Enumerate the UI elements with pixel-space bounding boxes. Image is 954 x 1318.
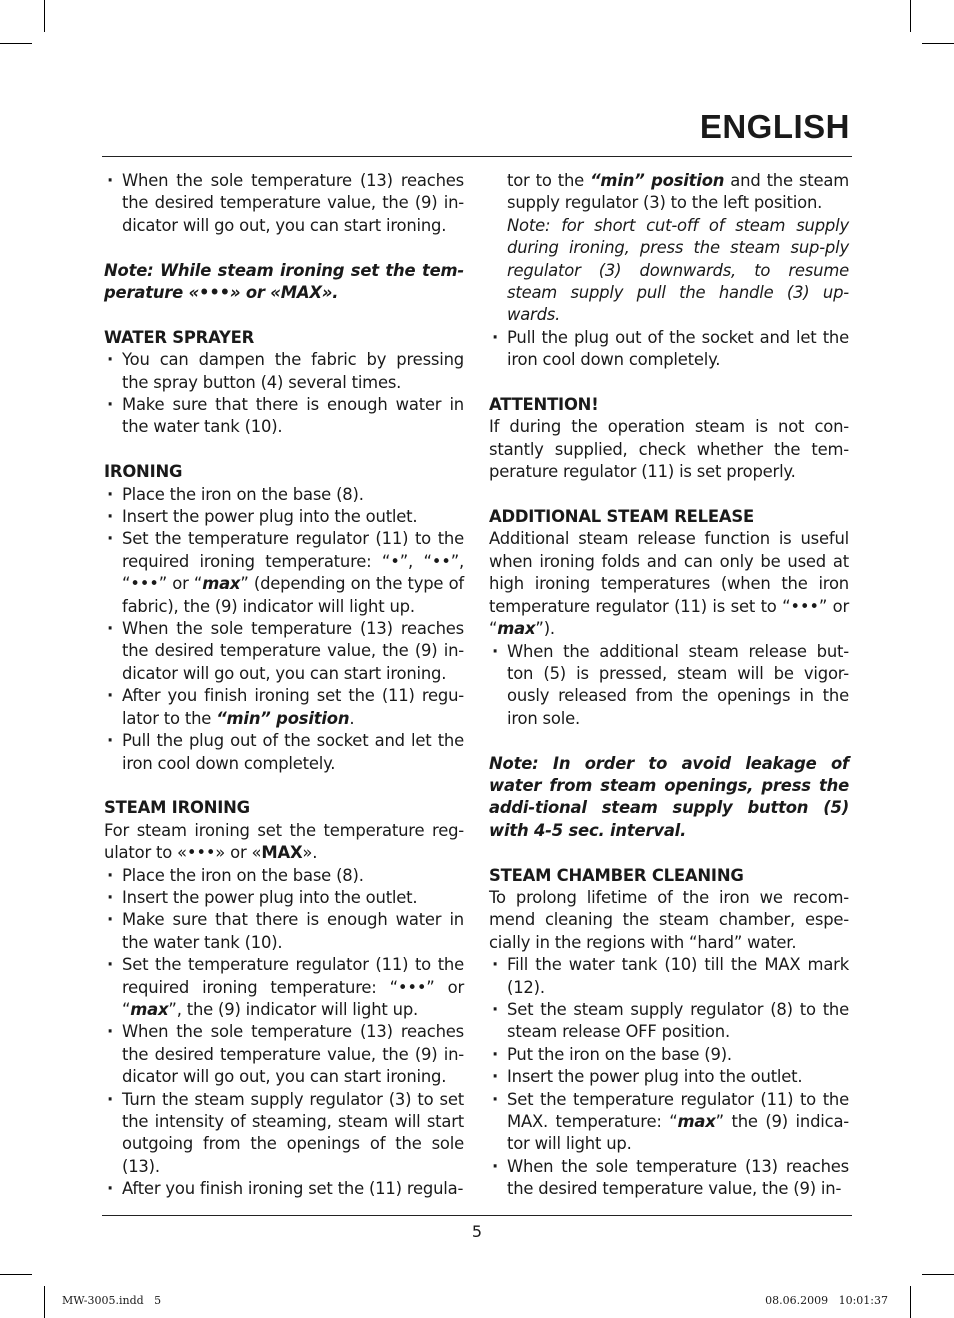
list-item: · Turn the steam supply regulator (3) to set the intensity of steaming, steam will start outgoing from the openings of the sole (13). xyxy=(104,1089,464,1179)
list-item: · When the sole temperature (13) reaches the desired temperature value, the (9) in-dicator will go out, you can start ironing. xyxy=(104,1021,464,1088)
section-heading-steam-ironing: STEAM IRONING xyxy=(104,798,250,818)
attention-text: If during the operation steam is not con-stantly supplied, check whether the tem-perature regulator (11) is set properly. xyxy=(489,417,849,482)
max-emphasis: max xyxy=(677,1112,716,1131)
page-number: 5 xyxy=(471,1222,483,1241)
bullet-list xyxy=(104,484,464,775)
list-item: · You can dampen the fabric by pressing the spray button (4) several times. xyxy=(104,349,464,394)
max-emphasis: MAX xyxy=(261,843,303,863)
item-text: ” (depending on the type of fabric), the (9) indicator will light up. xyxy=(122,574,464,616)
max-emphasis: max xyxy=(497,619,536,639)
item-text: and the steam supply regulator (3) to the left position. xyxy=(507,171,849,213)
note-steam-temperature: Note: While steam ironing set the tem-perature «•••» or «MAX». xyxy=(104,260,464,303)
list-item: · Insert the power plug into the outlet. xyxy=(104,887,464,909)
paragraph-text: Additional steam release function is useful when ironing folds and can only be used at high ironing temperatures (when the iron temperature regulator (11) is set to “•••” or “ xyxy=(489,529,849,639)
bullet-list xyxy=(489,327,849,372)
item-text: ”, the (9) indicator will light up. xyxy=(168,999,419,1019)
additional-steam-text xyxy=(489,528,849,640)
slug-timestamp: 08.06.2009 10:01:37 xyxy=(765,1294,888,1307)
note-steam-cutoff: Note: for short cut-off of steam supply during ironing, press the steam sup-ply regulator (3) downwards, to resume steam supply pull the handle (3) up-wards. xyxy=(507,215,849,325)
list-item: · Place the iron on the base (8). xyxy=(104,484,464,506)
max-emphasis: max xyxy=(202,574,241,594)
crop-mark xyxy=(922,43,954,44)
list-item: · When the sole temperature (13) reaches the desired temperature value, the (9) in-dicator will go out, you can start ironing. xyxy=(104,170,464,237)
list-item xyxy=(104,954,464,1021)
min-position-emphasis: “min” position xyxy=(216,708,350,728)
list-item: · Set the steam supply regulator (8) to the steam release OFF position. xyxy=(489,999,849,1044)
section-heading-steam-chamber-cleaning: STEAM CHAMBER CLEANING xyxy=(489,865,744,885)
item-text: ” the (9) indica-tor will light up. xyxy=(507,1112,850,1154)
list-item: · Pull the plug out of the socket and let the iron cool down completely. xyxy=(489,327,849,372)
list-item xyxy=(489,1089,849,1156)
bullet-list xyxy=(104,865,464,1201)
list-item: · Put the iron on the base (9). xyxy=(489,1044,849,1066)
list-item: · After you finish ironing set the (11) regula- xyxy=(104,1178,464,1200)
section-heading-water-sprayer: WATER SPRAYER xyxy=(104,327,255,347)
continued-text xyxy=(489,170,849,215)
item-text: Set the temperature regulator (11) to the MAX. temperature: “ xyxy=(507,1089,849,1131)
crop-mark xyxy=(0,43,32,44)
crop-mark xyxy=(922,1274,954,1275)
list-item: · When the sole temperature (13) reaches the desired temperature value, the (9) in-dicator will go out, you can start ironing. xyxy=(104,618,464,685)
section-heading-attention: ATTENTION! xyxy=(489,395,599,415)
list-item xyxy=(104,528,464,618)
bottom-rule xyxy=(102,1215,852,1216)
item-text: Set the temperature regulator (11) to the required ironing temperature: “•••” or “ xyxy=(122,955,464,1019)
crop-mark xyxy=(910,0,911,32)
list-item: · When the additional steam release but-ton (5) is pressed, steam will be vigor-ously released from the openings in the iron sole. xyxy=(489,641,849,731)
right-column xyxy=(489,170,849,1201)
item-text: Set the temperature regulator (11) to the required ironing temperature: “•”, “••”, “•••” or “ xyxy=(122,529,464,594)
list-item: · Place the iron on the base (8). xyxy=(104,865,464,887)
min-position-emphasis: “min” position xyxy=(590,171,725,190)
bullet-list xyxy=(104,349,464,439)
list-item: · Insert the power plug into the outlet. xyxy=(104,506,464,528)
list-item: · Fill the water tank (10) till the MAX mark (12). xyxy=(489,954,849,999)
list-item xyxy=(104,685,464,730)
crop-mark xyxy=(44,1286,45,1318)
steam-ironing-intro xyxy=(104,820,464,865)
list-item: · Make sure that there is enough water in the water tank (10). xyxy=(104,394,464,439)
item-text: tor to the xyxy=(507,171,591,190)
crop-mark xyxy=(44,0,45,32)
paragraph-text: ”). xyxy=(535,619,555,639)
intro-text: For steam ironing set the temperature reg-ulator to «•••» or « xyxy=(104,820,464,863)
list-item: · Insert the power plug into the outlet. xyxy=(489,1066,849,1088)
cleaning-intro: To prolong lifetime of the iron we recom-mend cleaning the steam chamber, espe-cially in the regions with “hard” water. xyxy=(489,887,849,952)
item-text: . xyxy=(349,708,355,728)
bullet-list xyxy=(489,954,849,1200)
note-leakage: Note: In order to avoid leakage of water from steam openings, press the addi-tional steam supply button (5) with 4-5 sec. interval. xyxy=(489,753,849,840)
crop-mark xyxy=(910,1286,911,1318)
intro-text: ». xyxy=(302,843,318,863)
top-rule xyxy=(102,156,852,157)
section-heading-additional-steam: ADDITIONAL STEAM RELEASE xyxy=(489,507,754,527)
max-emphasis: max xyxy=(130,999,169,1019)
list-item: · Pull the plug out of the socket and let the iron cool down completely. xyxy=(104,730,464,775)
list-item: · When the sole temperature (13) reaches the desired temperature value, the (9) in- xyxy=(489,1156,849,1201)
page-title: ENGLISH xyxy=(699,108,850,145)
section-heading-ironing: IRONING xyxy=(104,462,183,482)
item-text: After you finish ironing set the (11) regu-lator to the xyxy=(122,686,464,728)
crop-mark xyxy=(0,1274,32,1275)
bullet-list xyxy=(104,170,464,237)
slug-filename: MW-3005.indd 5 xyxy=(62,1294,162,1307)
bullet-list xyxy=(489,641,849,731)
list-item: · Make sure that there is enough water in the water tank (10). xyxy=(104,909,464,954)
left-column xyxy=(104,170,464,1201)
